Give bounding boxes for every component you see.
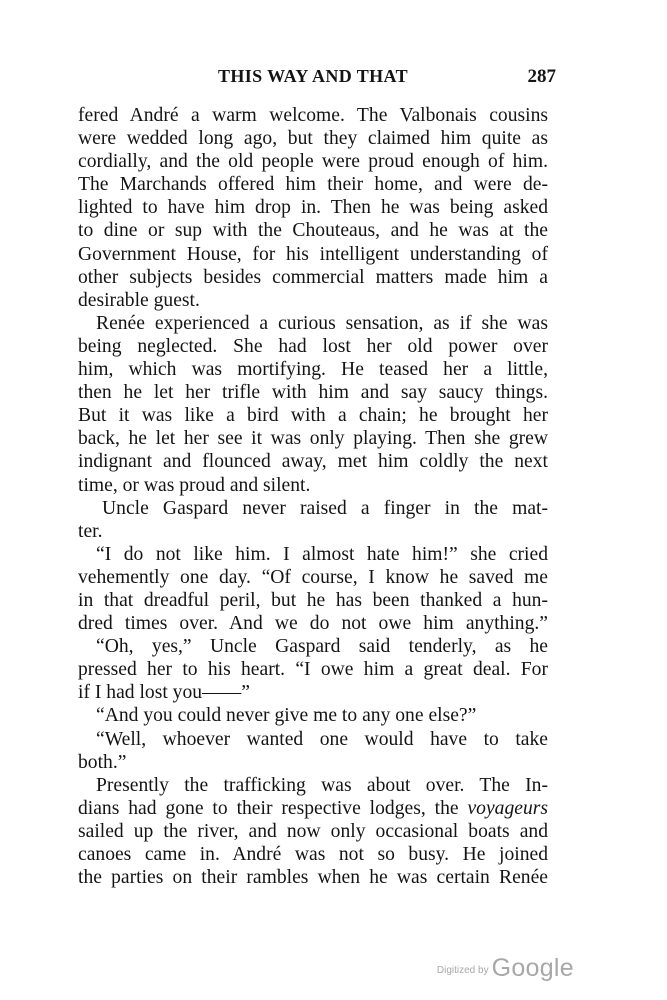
text-line: back, he let her see it was only playing. Then she grew [78, 428, 548, 450]
digitized-by-google-watermark [437, 954, 574, 983]
text-line: The Marchands offered him their home, and were de- [78, 174, 548, 196]
text-line: the parties on their rambles when he was certain Renée [78, 867, 548, 889]
text-segment: dians had gone to their respective lodges, the [78, 797, 468, 819]
text-line: “Well, whoever wanted one would have to take [96, 728, 548, 750]
text-line: were wedded long ago, but they claimed him quite as [78, 128, 548, 150]
text-line: if I had lost you——” [78, 682, 250, 704]
text-line: canoes came in. André was not so busy. He joined [78, 844, 548, 865]
google-wordmark: Google [491, 954, 574, 982]
text-line: cordially, and the old people were proud enough of him. [78, 151, 548, 173]
text-line: fered André a warm welcome. The Valbonais cousins [78, 105, 548, 126]
text-line: sailed up the river, and now only occasional boats and [78, 820, 548, 842]
text-line: “I do not like him. I almost hate him!” she cried [96, 543, 548, 565]
text-line: “Oh, yes,” Uncle Gaspard said tenderly, as he [96, 636, 548, 658]
text-line: then he let her trifle with him and say saucy things. [78, 382, 548, 404]
text-line: “And you could never give me to any one else?” [96, 705, 477, 727]
text-line: other subjects besides commercial matters made him a [78, 266, 548, 288]
text-line: desirable guest. [78, 289, 200, 311]
page-number: 287 [527, 66, 556, 87]
text-line: to dine or sup with the Chouteaus, and he was at the [78, 220, 548, 242]
page-header [78, 66, 556, 90]
text-line: vehemently one day. “Of course, I know he saved me [78, 566, 548, 588]
text-line: pressed her to his heart. “I owe him a great deal. For [78, 659, 548, 681]
running-title: THIS WAY AND THAT [217, 66, 409, 86]
text-line: dred times over. And we do not owe him anything.” [78, 613, 548, 635]
text-line: both.” [78, 751, 127, 773]
text-line: Renée experienced a curious sensation, as if she was [96, 312, 548, 334]
italic-word: voyageurs [467, 797, 548, 819]
text-line: him, which was mortifying. He teased her a little, [78, 359, 548, 381]
text-line: Presently the trafficking was about over. The In- [96, 774, 548, 796]
text-line-with-italic [78, 797, 548, 820]
text-line: ter. [78, 520, 103, 542]
text-line: But it was like a bird with a chain; he brought her [78, 405, 548, 427]
text-line: Government House, for his intelligent understanding of [78, 243, 548, 265]
text-line: being neglected. She had lost her old power over [78, 335, 548, 357]
text-line: in that dreadful peril, but he has been thanked a hun- [78, 589, 548, 611]
text-line: time, or was proud and silent. [78, 474, 311, 496]
text-line: Uncle Gaspard never raised a finger in the mat- [102, 497, 548, 519]
body-text [78, 104, 548, 889]
watermark-prefix: Digitized by [436, 965, 489, 976]
text-line: indignant and flounced away, met him coldly the next [78, 451, 548, 473]
text-line: lighted to have him drop in. Then he was being asked [78, 197, 548, 219]
